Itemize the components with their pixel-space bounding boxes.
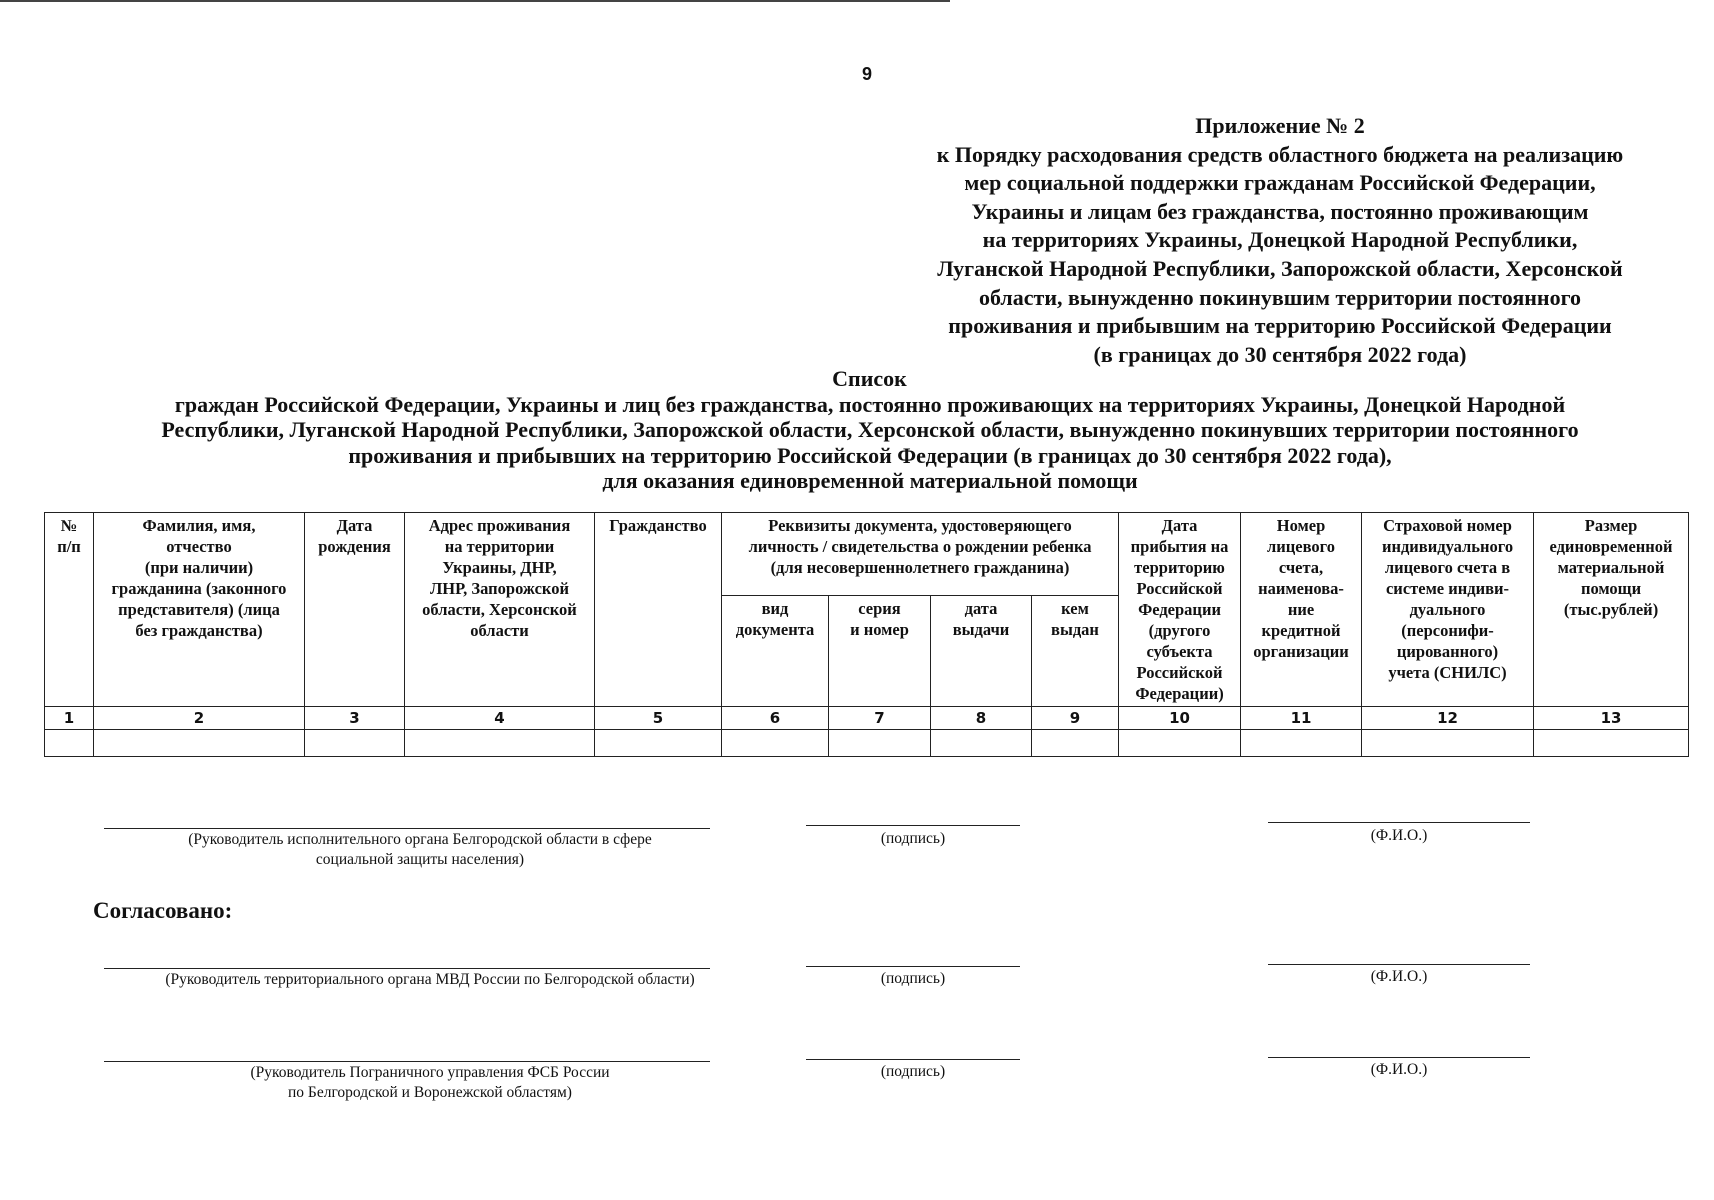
mvd-name-line	[104, 968, 710, 969]
header-account-number: Номер лицевого счета, наименова- ние кредитной организации	[1241, 513, 1362, 707]
header-doc-type: вид документа	[722, 596, 829, 707]
list-title-line: граждан Российской Федерации, Украины и лиц без гражданства, постоянно проживающих на территориях Украины, Донецкой Народной	[174, 391, 1566, 417]
table-cell	[405, 730, 595, 757]
column-number: 13	[1534, 707, 1689, 730]
appendix-header	[880, 112, 1680, 369]
column-number: 2	[94, 707, 305, 730]
column-number: 9	[1032, 707, 1119, 730]
header-document-details: Реквизиты документа, удостоверяющего личность / свидетельства о рождении ребенка (для несовершеннолетнего гражданина)	[722, 513, 1119, 596]
mvd-caption: (Руководитель территориального органа МВД России по Белгородской области)	[165, 971, 695, 988]
appendix-line: Украины и лицам без гражданства, постоянно проживающим	[971, 198, 1589, 224]
column-number: 3	[305, 707, 405, 730]
table-cell	[1241, 730, 1362, 757]
mvd-signature-caption: (подпись)	[880, 970, 946, 987]
page-number: 9	[861, 64, 872, 84]
header-snils: Страховой номер индивидуального лицевого счета в системе индиви- дуального (персонифи- цированного) учета (СНИЛС)	[1362, 513, 1534, 707]
appendix-title: Приложение № 2	[1195, 113, 1365, 138]
table-cell	[595, 730, 722, 757]
header-doc-issuer: кем выдан	[1032, 596, 1119, 707]
appendix-line: проживания и прибывшим на территорию Российской Федерации	[948, 313, 1612, 339]
column-number: 8	[931, 707, 1032, 730]
table-cell	[45, 730, 94, 757]
column-number: 12	[1362, 707, 1534, 730]
list-title-line: проживания и прибывших на территорию Российской Федерации (в границах до 30 сентября 2022 года),	[348, 442, 1392, 468]
fsb-caption: (Руководитель Пограничного управления ФСБ России по Белгородской и Воронежской областям)	[250, 1064, 610, 1101]
table-header-row	[45, 513, 1689, 596]
column-number: 5	[595, 707, 722, 730]
top-border-line	[0, 0, 950, 2]
list-title-line: Республики, Луганской Народной Республики, Запорожской области, Херсонской области, вынужденно покинувших территории постоянного	[161, 417, 1579, 442]
head-name-line	[104, 828, 710, 829]
list-title-line: для оказания единовременной материальной помощи	[602, 468, 1138, 493]
header-amount: Размер единовременной материальной помощи (тыс.рублей)	[1534, 513, 1689, 707]
header-number: № п/п	[45, 513, 94, 707]
header-doc-date: дата выдачи	[931, 596, 1032, 707]
table-row-empty	[45, 730, 1689, 757]
list-heading: Список	[832, 366, 907, 391]
fsb-signature-caption: (подпись)	[880, 1063, 946, 1080]
header-birth-date: Дата рождения	[305, 513, 405, 707]
column-number: 4	[405, 707, 595, 730]
table-cell	[722, 730, 829, 757]
appendix-line: области, вынужденно покинувшим территории постоянного	[978, 284, 1582, 310]
column-number: 1	[45, 707, 94, 730]
column-number: 6	[722, 707, 829, 730]
head-caption: (Руководитель исполнительного органа Белгородской области в сфере социальной защиты населения)	[188, 831, 652, 868]
table-cell	[1534, 730, 1689, 757]
fsb-fio-caption: (Ф.И.О.)	[1370, 1061, 1428, 1078]
fsb-name-line	[104, 1061, 710, 1062]
column-number: 10	[1119, 707, 1241, 730]
column-number: 11	[1241, 707, 1362, 730]
head-fio-line	[1268, 822, 1530, 823]
appendix-line: Луганской Народной Республики, Запорожской области, Херсонской	[937, 255, 1623, 281]
header-arrival-date: Дата прибытия на территорию Российской Федерации (другого субъекта Российской Федерации)	[1119, 513, 1241, 707]
agreed-label: Согласовано:	[93, 898, 233, 923]
citizens-table	[44, 512, 1689, 757]
head-signature-line	[806, 825, 1020, 826]
appendix-line: (в границах до 30 сентября 2022 года)	[1093, 341, 1467, 367]
column-number-row	[45, 707, 1689, 730]
table-cell	[1032, 730, 1119, 757]
table-cell	[94, 730, 305, 757]
table-cell	[1362, 730, 1534, 757]
mvd-signature-line	[806, 966, 1020, 967]
table-cell	[829, 730, 931, 757]
mvd-fio-line	[1268, 964, 1530, 965]
column-number: 7	[829, 707, 931, 730]
fsb-signature-line	[806, 1059, 1020, 1060]
head-signature-caption: (подпись)	[880, 830, 946, 847]
header-address: Адрес проживания на территории Украины, ДНР, ЛНР, Запорожской области, Херсонской области	[405, 513, 595, 707]
appendix-line: мер социальной поддержки гражданам Российской Федерации,	[964, 170, 1596, 196]
appendix-line: к Порядку расходования средств областного бюджета на реализацию	[936, 141, 1624, 167]
appendix-line: на территориях Украины, Донецкой Народной Республики,	[982, 227, 1578, 253]
header-doc-series: серия и номер	[829, 596, 931, 707]
mvd-fio-caption: (Ф.И.О.)	[1370, 968, 1428, 985]
table-cell	[1119, 730, 1241, 757]
table-cell	[305, 730, 405, 757]
head-fio-caption: (Ф.И.О.)	[1370, 827, 1428, 844]
fsb-fio-line	[1268, 1057, 1530, 1058]
header-citizenship: Гражданство	[595, 513, 722, 707]
list-title	[60, 366, 1680, 494]
header-full-name: Фамилия, имя, отчество (при наличии) гражданина (законного представителя) (лица без гражданства)	[94, 513, 305, 707]
table-cell	[931, 730, 1032, 757]
